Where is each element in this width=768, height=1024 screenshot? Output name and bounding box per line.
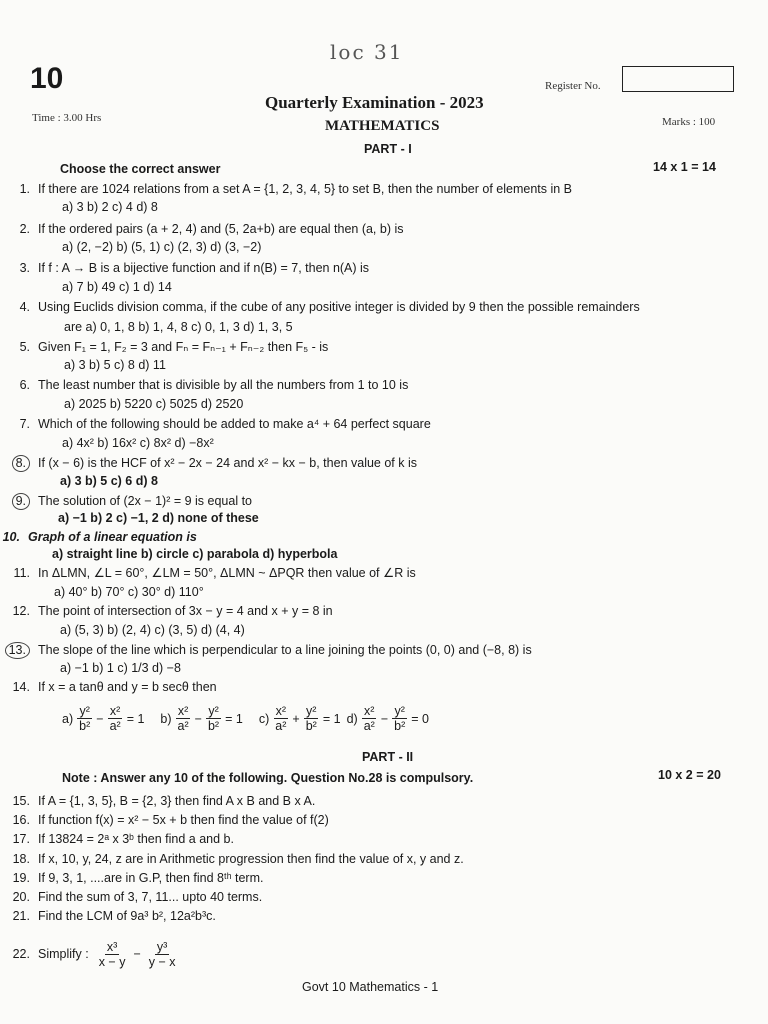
register-number-box[interactable] [622,66,734,92]
part1-heading: PART - I [364,142,412,156]
options-11: a) 40° b) 70° c) 30° d) 110° [54,585,204,599]
question-14: 14. If x = a tanθ and y = b secθ then [12,680,217,694]
handwritten-note: loc 31 [330,40,404,64]
fraction: $\frac{\text{y²}}{\text{b²}}$ [207,704,220,733]
options-6: a) 2025 b) 5220 c) 5025 d) 2520 [64,397,244,411]
fraction: $\frac{\text{x²}}{\text{a²}}$ [109,704,121,733]
question-3: 3. If f : A → B is a bijective function and if n(B) = 7, then n(A) is [19,261,370,275]
question-15: 15. If A = {1, 3, 5}, B = {2, 3} then find A x B and B x A. [12,794,316,808]
question-12: 12. The point of intersection of 3x − y = 4 and x + y = 8 in [12,604,333,618]
part2-heading: PART - II [362,750,414,764]
part1-instruction: Choose the correct answer [60,162,221,176]
question-4: 4. Using Euclids division comma, if the cube of any positive integer is divided by 9 then the possible remainders [19,300,640,314]
options-2: a) (2, −2) b) (5, 1) c) (2, 3) d) (3, −2) [62,240,262,254]
option-d-label: d) [346,711,358,726]
page-footer: Govt 10 Mathematics - 1 [302,980,439,994]
options-8: a) 3 b) 5 c) 6 d) 8 [60,474,158,488]
time-allowed: Time : 3.00 Hrs [32,112,102,124]
question-18: 18. If x, 10, y, 24, z are in Arithmetic progression then find the value of x, y and z. [12,852,464,866]
fraction: $\frac{\text{x²}}{\text{a²}}$ [177,704,189,733]
question-8: 8. If (x − 6) is the HCF of x² − 2x − 24 and x² − kx − b, then value of k is [0,455,417,472]
option-b-label: b) [160,711,172,726]
question-5: 5. Given F₁ = 1, F₂ = 3 and Fₙ = Fₙ₋₁ + Fₙ₋₂ then F₅ - is [19,340,329,354]
grade-number: 10 [30,62,64,95]
options-4: are a) 0, 1, 8 b) 1, 4, 8 c) 0, 1, 3 d) 1, 3, 5 [64,320,293,334]
options-1: a) 3 b) 2 c) 4 d) 8 [62,200,158,214]
question-17: 17. If 13824 = 2ᵃ x 3ᵇ then find a and b. [12,832,234,846]
part1-score: 14 x 1 = 14 [653,160,716,174]
question-22: 22. Simplify : $\frac{\text{x³}}{x - y}$ − $\frac{\text{y³}}{y - x}$ [12,940,176,969]
options-10: a) straight line b) circle c) parabola d) hyperbola [52,547,338,561]
total-marks: Marks : 100 [662,116,716,128]
fraction: $\frac{\text{y³}}{y - x}$ [148,940,176,969]
options-5: a) 3 b) 5 c) 8 d) 11 [64,358,166,372]
options-12: a) (5, 3) b) (2, 4) c) (3, 5) d) (4, 4) [60,623,245,637]
question-2: 2. If the ordered pairs (a + 2, 4) and (5, 2a+b) are equal then (a, b) is [19,222,404,236]
option-a-label: a) [62,711,74,726]
part2-score: 10 x 2 = 20 [658,768,721,782]
fraction: $\frac{\text{y²}}{\text{b²}}$ [394,704,406,733]
fraction: $\frac{\text{y²}}{\text{b²}}$ [305,704,317,733]
question-13: 13. The slope of the line which is perpendicular to a line joining the points (0, 0) and (−8, 8) is [0,642,532,659]
fraction: $\frac{\text{x²}}{\text{a²}}$ [275,704,287,733]
subject-title: MATHEMATICS [325,118,440,134]
question-19: 19. If 9, 3, 1, ....are in G.P, then find 8ᵗʰ term. [12,871,264,885]
fraction: $\frac{\text{x³}}{x - y}$ [98,940,126,969]
question-9: 9. The solution of (2x − 1)² = 9 is equal to [0,493,252,510]
fraction: $\frac{\text{x²}}{\text{a²}}$ [363,704,375,733]
fraction: $\frac{\text{y²}}{\text{b²}}$ [79,704,91,733]
question-11: 11. In ΔLMN, ∠L = 60°, ∠LM = 50°, ΔLMN ~ ΔPQR then value of ∠R is [13,566,416,580]
options-14: a) $\frac{\text{y²}}{\text{b²}}$ − $\frac{\text{x²}}{\text{a²}}$ = 1 b) $\frac{\text{x²}}{\text{a²}}$ − $\frac{\text{y²}}{\text{b²}}$ = 1 c) $\frac{\text{x²}}{\text{a²}}$ + $\frac{\text{y²}}{\text{b²}}$ = 1 d) $\frac{\text{x²}}{\text{a²}}$ − $\frac{\text{y²}}{\text{b²}}$ = 0 [62,704,429,733]
question-16: 16. If function f(x) = x² − 5x + b then find the value of f(2) [12,813,329,827]
question-20: 20. Find the sum of 3, 7, 11... upto 40 terms. [12,890,263,904]
register-label: Register No. [545,80,601,92]
options-7: a) 4x² b) 16x² c) 8x² d) −8x² [62,436,214,450]
exam-title: Quarterly Examination - 2023 [265,93,484,112]
options-9: a) −1 b) 2 c) −1, 2 d) none of these [58,511,259,525]
option-c-label: c) [258,711,270,726]
question-21: 21. Find the LCM of 9a³ b², 12a²b³c. [12,909,216,923]
question-10: 10. Graph of a linear equation is [2,530,197,544]
question-1: 1. If there are 1024 relations from a set A = {1, 2, 3, 4, 5} to set B, then the number of elements in B [19,182,573,196]
question-6: 6. The least number that is divisible by all the numbers from 1 to 10 is [19,378,409,392]
options-13: a) −1 b) 1 c) 1/3 d) −8 [60,661,181,675]
options-3: a) 7 b) 49 c) 1 d) 14 [62,280,172,294]
question-7: 7. Which of the following should be added to make a⁴ + 64 perfect square [19,417,431,431]
part2-note: Note : Answer any 10 of the following. Question No.28 is compulsory. [62,771,474,785]
